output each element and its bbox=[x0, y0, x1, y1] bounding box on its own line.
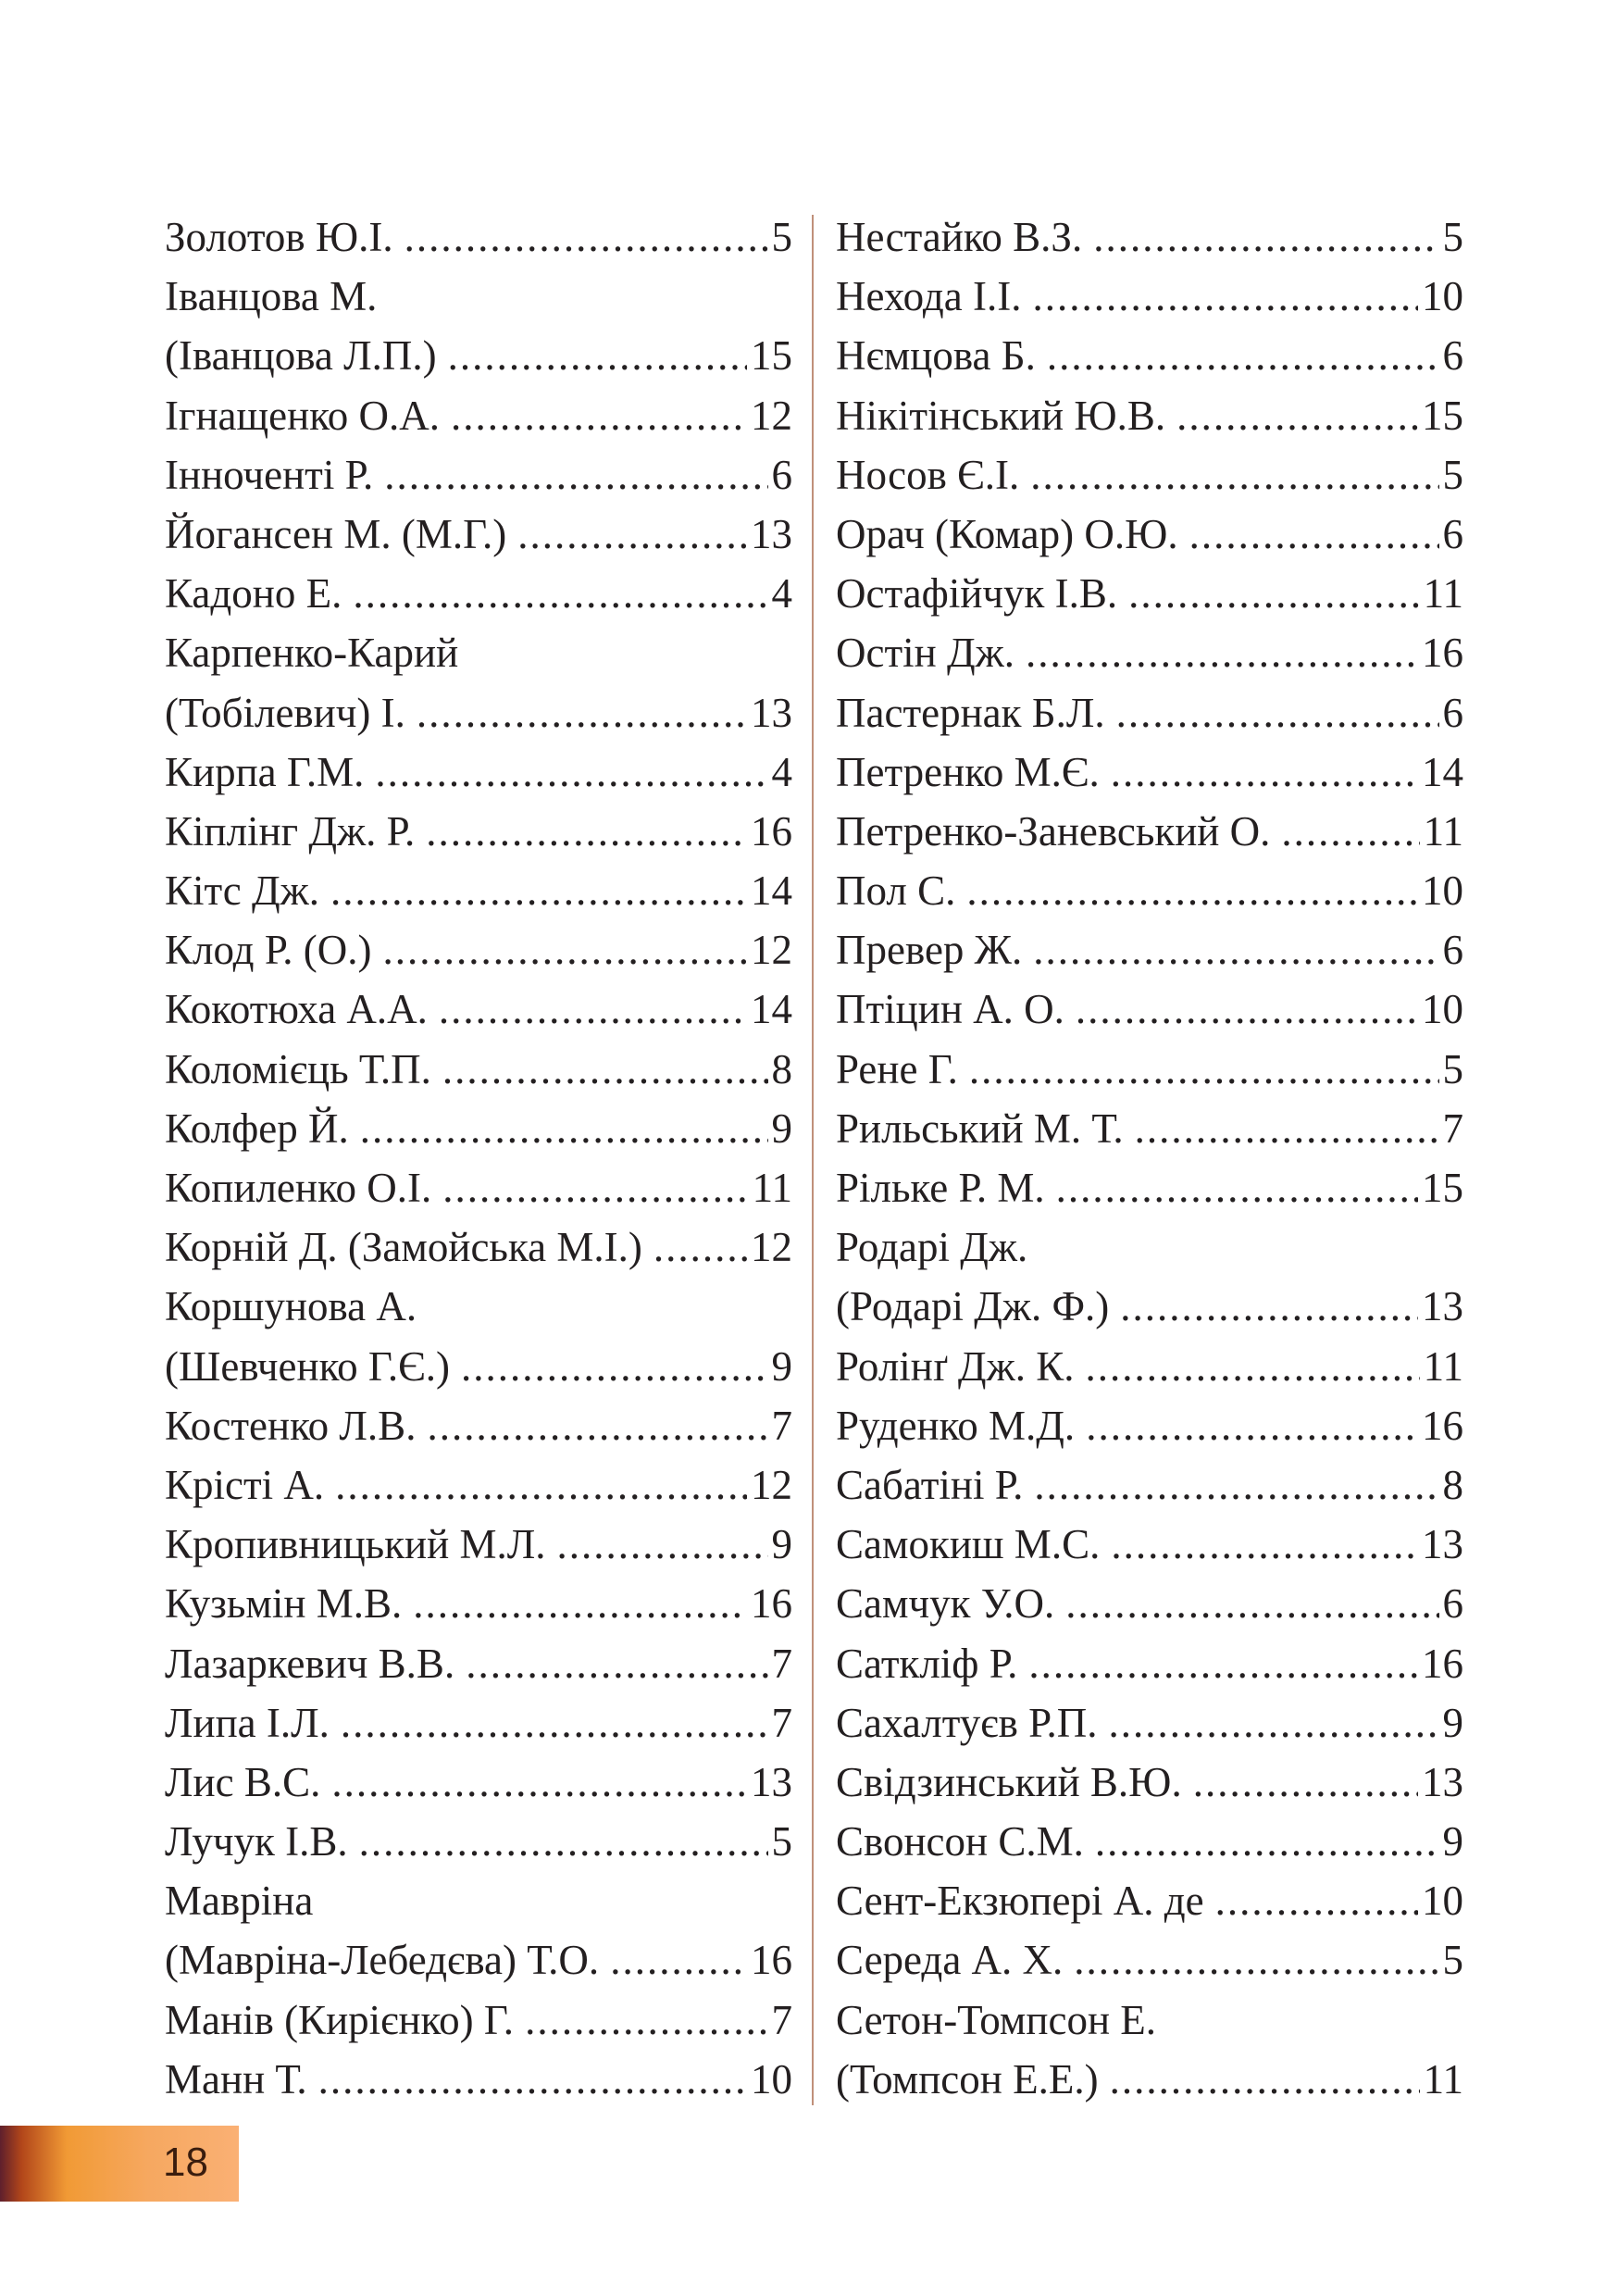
index-entry bbox=[836, 980, 1463, 1039]
entry-name: Середа А. Х. bbox=[836, 1937, 1064, 1984]
entry-page-number: 11 bbox=[752, 1165, 792, 1211]
dot-leader bbox=[341, 1693, 768, 1753]
entry-page-number: 11 bbox=[1423, 807, 1463, 855]
index-entry bbox=[836, 742, 1463, 802]
entry-page-number: 6 bbox=[1442, 332, 1463, 380]
dot-leader bbox=[1111, 1515, 1418, 1574]
entry-name: Кіплінг Дж. Р. bbox=[165, 807, 416, 855]
entry-name: Іванцова М. bbox=[165, 273, 378, 320]
entry-page-number: 12 bbox=[751, 927, 792, 974]
entry-page-number: 5 bbox=[1442, 1045, 1463, 1092]
index-entry bbox=[165, 1634, 792, 1693]
entry-page-number: 16 bbox=[1422, 1640, 1463, 1687]
index-entry bbox=[165, 445, 792, 505]
index-entry bbox=[165, 1990, 792, 2050]
index-entry bbox=[836, 1693, 1463, 1753]
entry-page-number: 9 bbox=[771, 1521, 792, 1568]
entry-name: Ролінґ Дж. К. bbox=[836, 1342, 1075, 1390]
entry-name: Корній Д. (Замойська М.І.) bbox=[165, 1224, 642, 1271]
dot-leader bbox=[426, 802, 747, 861]
entry-name: Кітс Дж. bbox=[165, 867, 319, 915]
entry-name: Саткліф Р. bbox=[836, 1640, 1018, 1687]
dot-leader bbox=[461, 1337, 767, 1396]
entry-name: Колфер Й. bbox=[165, 1104, 349, 1152]
index-entry bbox=[836, 1337, 1463, 1396]
entry-name: Остін Дж. bbox=[836, 630, 1015, 677]
index-entry bbox=[165, 1277, 792, 1336]
index-entry bbox=[165, 2050, 792, 2109]
entry-name: Мавріна bbox=[165, 1878, 314, 1925]
entry-name: Сетон-Томпсон Е. bbox=[836, 1996, 1157, 2043]
index-entry bbox=[165, 1337, 792, 1396]
entry-name: Нємцова Б. bbox=[836, 332, 1036, 380]
entry-name: Нехода І.І. bbox=[836, 273, 1022, 320]
index-entry bbox=[836, 861, 1463, 920]
index-entry bbox=[165, 1040, 792, 1099]
index-entry bbox=[836, 1753, 1463, 1812]
entry-name: Лис В.С. bbox=[165, 1758, 321, 1805]
index-entry bbox=[836, 1871, 1463, 1930]
entry-page-number: 13 bbox=[1422, 1758, 1463, 1805]
entry-page-number: 14 bbox=[1422, 748, 1463, 795]
entry-name: Костенко Л.В. bbox=[165, 1402, 417, 1449]
index-entry bbox=[836, 386, 1463, 445]
index-entry bbox=[836, 326, 1463, 385]
index-entry bbox=[165, 564, 792, 623]
entry-page-number: 7 bbox=[771, 1699, 792, 1746]
entry-name: Липа І.Л. bbox=[165, 1699, 330, 1746]
index-entry bbox=[165, 267, 792, 326]
index-entry bbox=[836, 267, 1463, 326]
dot-leader bbox=[442, 1158, 748, 1217]
dot-leader bbox=[335, 1455, 747, 1515]
index-entry bbox=[165, 1099, 792, 1158]
dot-leader bbox=[439, 980, 747, 1039]
entry-page-number: 16 bbox=[1422, 630, 1463, 677]
index-entry bbox=[165, 802, 792, 861]
entry-name: Превер Ж. bbox=[836, 927, 1023, 974]
entry-page-number: 5 bbox=[1442, 214, 1463, 260]
dot-leader bbox=[384, 445, 767, 505]
entry-name: Носов Є.І. bbox=[836, 451, 1020, 498]
entry-name: Самокиш М.С. bbox=[836, 1521, 1101, 1568]
entry-page-number: 4 bbox=[771, 570, 792, 618]
dot-leader bbox=[331, 1753, 747, 1812]
dot-leader bbox=[1193, 1753, 1418, 1812]
index-entry bbox=[836, 802, 1463, 861]
entry-page-number: 9 bbox=[1442, 1818, 1463, 1866]
index-entry bbox=[836, 505, 1463, 564]
dot-leader bbox=[1056, 1158, 1418, 1217]
entry-name: Золотов Ю.І. bbox=[165, 214, 393, 260]
dot-leader bbox=[1086, 1396, 1418, 1455]
index-entry bbox=[165, 1455, 792, 1515]
entry-name: Петренко-Заневський О. bbox=[836, 807, 1271, 855]
dot-leader bbox=[1110, 2050, 1420, 2109]
entry-page-number: 10 bbox=[1422, 1878, 1463, 1925]
dot-leader bbox=[1028, 1634, 1418, 1693]
entry-page-number: 6 bbox=[1442, 510, 1463, 557]
entry-name: Сент-Екзюпері А. де bbox=[836, 1878, 1204, 1925]
entry-name: Свонсон С.М. bbox=[836, 1818, 1084, 1866]
entry-name: Йогансен М. (М.Г.) bbox=[165, 510, 507, 557]
index-entry bbox=[836, 1099, 1463, 1158]
entry-page-number: 13 bbox=[1422, 1283, 1463, 1330]
dot-leader bbox=[1032, 267, 1418, 326]
entry-name: Рільке Р. М. bbox=[836, 1165, 1045, 1211]
entry-page-number: 9 bbox=[771, 1342, 792, 1390]
index-entry bbox=[165, 1812, 792, 1871]
entry-page-number: 11 bbox=[1423, 570, 1463, 618]
dot-leader bbox=[610, 1930, 747, 1990]
entry-page-number: 13 bbox=[1422, 1521, 1463, 1568]
index-entry bbox=[836, 1396, 1463, 1455]
entry-page-number: 5 bbox=[771, 214, 792, 260]
entry-page-number: 15 bbox=[751, 332, 792, 380]
index-entry bbox=[836, 1217, 1463, 1277]
dot-leader bbox=[969, 1040, 1439, 1099]
entry-page-number: 10 bbox=[1422, 986, 1463, 1033]
entry-page-number: 6 bbox=[1442, 689, 1463, 736]
entry-page-number: 16 bbox=[751, 1937, 792, 1984]
entry-name: Орач (Комар) О.Ю. bbox=[836, 510, 1178, 557]
entry-page-number: 5 bbox=[1442, 1937, 1463, 1984]
entry-name: (Томпсон Е.Е.) bbox=[836, 2055, 1099, 2103]
dot-leader bbox=[1030, 445, 1438, 505]
entry-page-number: 8 bbox=[1442, 1461, 1463, 1508]
entry-name: Коршунова А. bbox=[165, 1283, 417, 1330]
entry-page-number: 10 bbox=[1422, 867, 1463, 915]
dot-leader bbox=[1065, 1574, 1438, 1633]
entry-page-number: 13 bbox=[751, 510, 792, 557]
index-entry bbox=[165, 683, 792, 742]
entry-name: Кокотюха А.А. bbox=[165, 986, 428, 1033]
page-number: 18 bbox=[163, 2140, 208, 2185]
entry-page-number: 7 bbox=[1442, 1104, 1463, 1152]
dot-leader bbox=[1074, 1930, 1438, 1990]
entry-page-number: 12 bbox=[751, 1224, 792, 1271]
index-entry bbox=[165, 861, 792, 920]
index-entry bbox=[836, 207, 1463, 267]
dot-leader bbox=[1189, 505, 1439, 564]
entry-page-number: 10 bbox=[751, 2055, 792, 2103]
index-entry bbox=[165, 1158, 792, 1217]
dot-leader bbox=[1047, 326, 1439, 385]
index-entry bbox=[836, 683, 1463, 742]
index-entry bbox=[165, 326, 792, 385]
entry-name: Сахалтуєв Р.П. bbox=[836, 1699, 1098, 1746]
dot-leader bbox=[1076, 980, 1418, 1039]
index-column-left bbox=[165, 207, 792, 2109]
index-entry bbox=[836, 1515, 1463, 1574]
index-entry bbox=[165, 1693, 792, 1753]
dot-leader bbox=[318, 2050, 747, 2109]
entry-name: Крісті А. bbox=[165, 1461, 325, 1508]
index-entry bbox=[165, 1396, 792, 1455]
entry-name: (Іванцова Л.П.) bbox=[165, 332, 437, 380]
entry-page-number: 16 bbox=[751, 807, 792, 855]
dot-leader bbox=[1215, 1871, 1418, 1930]
entry-page-number: 8 bbox=[771, 1045, 792, 1092]
entry-name: Кузьмін М.В. bbox=[165, 1580, 403, 1628]
index-entry bbox=[165, 1217, 792, 1277]
dot-leader bbox=[1111, 742, 1418, 802]
index-entry bbox=[836, 920, 1463, 980]
dot-leader bbox=[1095, 1812, 1439, 1871]
index-entry bbox=[836, 1574, 1463, 1633]
index-entry bbox=[165, 505, 792, 564]
entry-name: Пастернак Б.Л. bbox=[836, 689, 1105, 736]
index-entry bbox=[836, 623, 1463, 682]
dot-leader bbox=[1281, 802, 1419, 861]
entry-page-number: 15 bbox=[1422, 392, 1463, 439]
entry-page-number: 9 bbox=[771, 1104, 792, 1152]
dot-leader bbox=[417, 683, 747, 742]
entry-page-number: 7 bbox=[771, 1996, 792, 2043]
dot-leader bbox=[330, 861, 747, 920]
dot-leader bbox=[517, 505, 747, 564]
entry-name: Карпенко-Карий bbox=[165, 630, 459, 677]
entry-name: Птіцин А. О. bbox=[836, 986, 1064, 1033]
index-entry bbox=[165, 920, 792, 980]
entry-name: Свідзинський В.Ю. bbox=[836, 1758, 1182, 1805]
index-entry bbox=[836, 1040, 1463, 1099]
entry-name: Лучук І.В. bbox=[165, 1818, 348, 1866]
dot-leader bbox=[653, 1217, 747, 1277]
entry-name: Коломієць Т.П. bbox=[165, 1045, 431, 1092]
entry-name: Петренко М.Є. bbox=[836, 748, 1100, 795]
entry-page-number: 9 bbox=[1442, 1699, 1463, 1746]
entry-page-number: 6 bbox=[771, 451, 792, 498]
entry-page-number: 13 bbox=[751, 689, 792, 736]
entry-name: Кадоно Е. bbox=[165, 570, 342, 618]
dot-leader bbox=[466, 1634, 767, 1693]
entry-page-number: 14 bbox=[751, 986, 792, 1033]
entry-name: Ігнащенко О.А. bbox=[165, 392, 441, 439]
index-entry bbox=[836, 1990, 1463, 2050]
dot-leader bbox=[442, 1040, 768, 1099]
entry-name: Лазаркевич В.В. bbox=[165, 1640, 455, 1687]
entry-page-number: 4 bbox=[771, 748, 792, 795]
dot-leader bbox=[448, 326, 747, 385]
entry-name: Нестайко В.З. bbox=[836, 214, 1083, 260]
entry-name: Родарі Дж. bbox=[836, 1224, 1028, 1271]
entry-name: Кропивницький М.Л. bbox=[165, 1521, 546, 1568]
index-entry bbox=[165, 1753, 792, 1812]
entry-page-number: 5 bbox=[771, 1818, 792, 1866]
column-divider bbox=[812, 215, 814, 2105]
dot-leader bbox=[1128, 564, 1420, 623]
entry-page-number: 7 bbox=[771, 1640, 792, 1687]
entry-page-number: 6 bbox=[1442, 1580, 1463, 1628]
entry-name: (Тобілевич) І. bbox=[165, 689, 405, 736]
entry-page-number: 13 bbox=[751, 1758, 792, 1805]
index-entry bbox=[836, 1277, 1463, 1336]
dot-leader bbox=[451, 386, 747, 445]
entry-page-number: 14 bbox=[751, 867, 792, 915]
index-entry bbox=[836, 445, 1463, 505]
dot-leader bbox=[404, 207, 768, 267]
entry-name: Остафійчук І.В. bbox=[836, 570, 1118, 618]
entry-name: Інноченті Р. bbox=[165, 451, 374, 498]
index-entry bbox=[836, 1158, 1463, 1217]
index-entry bbox=[165, 1574, 792, 1633]
index-entry bbox=[836, 1812, 1463, 1871]
index-entry bbox=[836, 2050, 1463, 2109]
dot-leader bbox=[1026, 623, 1418, 682]
index-entry bbox=[165, 623, 792, 682]
dot-leader bbox=[1135, 1099, 1439, 1158]
dot-leader bbox=[375, 742, 767, 802]
entry-page-number: 11 bbox=[1423, 1342, 1463, 1390]
entry-name: Рене Г. bbox=[836, 1045, 958, 1092]
entry-name: (Родарі Дж. Ф.) bbox=[836, 1283, 1110, 1330]
entry-page-number: 12 bbox=[751, 392, 792, 439]
dot-leader bbox=[1116, 683, 1439, 742]
dot-leader bbox=[413, 1574, 747, 1633]
entry-name: Пол С. bbox=[836, 867, 956, 915]
entry-name: Руденко М.Д. bbox=[836, 1402, 1076, 1449]
entry-page-number: 12 bbox=[751, 1461, 792, 1508]
index-entry bbox=[836, 564, 1463, 623]
entry-name: Рильський М. Т. bbox=[836, 1104, 1124, 1152]
dot-leader bbox=[382, 920, 747, 980]
index-entry bbox=[165, 207, 792, 267]
index-entry bbox=[165, 1871, 792, 1930]
entry-name: Клод Р. (О.) bbox=[165, 927, 372, 974]
dot-leader bbox=[525, 1990, 767, 2050]
dot-leader bbox=[1120, 1277, 1418, 1336]
dot-leader bbox=[1093, 207, 1438, 267]
entry-page-number: 16 bbox=[1422, 1402, 1463, 1449]
index-entry bbox=[165, 980, 792, 1039]
dot-leader bbox=[1033, 920, 1438, 980]
index-entry bbox=[836, 1930, 1463, 1990]
dot-leader bbox=[1085, 1337, 1419, 1396]
dot-leader bbox=[427, 1396, 767, 1455]
entry-page-number: 11 bbox=[1423, 2055, 1463, 2103]
dot-leader bbox=[360, 1099, 768, 1158]
entry-page-number: 6 bbox=[1442, 927, 1463, 974]
index-entry bbox=[165, 1930, 792, 1990]
entry-name: Самчук У.О. bbox=[836, 1580, 1055, 1628]
entry-name: Манів (Кирієнко) Г. bbox=[165, 1996, 515, 2043]
dot-leader bbox=[359, 1812, 768, 1871]
entry-name: Сабатіні Р. bbox=[836, 1461, 1024, 1508]
entry-name: (Шевченко Г.Є.) bbox=[165, 1342, 451, 1390]
entry-page-number: 10 bbox=[1422, 273, 1463, 320]
index-entry bbox=[836, 1634, 1463, 1693]
entry-name: Кирпа Г.М. bbox=[165, 748, 365, 795]
dot-leader bbox=[557, 1515, 768, 1574]
entry-name: Копиленко О.І. bbox=[165, 1165, 432, 1211]
dot-leader bbox=[966, 861, 1418, 920]
index-entry bbox=[165, 742, 792, 802]
index-column-right bbox=[836, 207, 1463, 2109]
entry-page-number: 7 bbox=[771, 1402, 792, 1449]
index-entry bbox=[165, 386, 792, 445]
dot-leader bbox=[1109, 1693, 1439, 1753]
entry-name: Нікітінський Ю.В. bbox=[836, 392, 1166, 439]
entry-name: Манн Т. bbox=[165, 2055, 307, 2103]
index-entry bbox=[165, 1515, 792, 1574]
index-entry bbox=[836, 1455, 1463, 1515]
dot-leader bbox=[353, 564, 767, 623]
entry-page-number: 5 bbox=[1442, 451, 1463, 498]
entry-page-number: 15 bbox=[1422, 1165, 1463, 1211]
dot-leader bbox=[1034, 1455, 1438, 1515]
entry-page-number: 16 bbox=[751, 1580, 792, 1628]
entry-name: (Мавріна-Лебедєва) Т.О. bbox=[165, 1937, 600, 1984]
dot-leader bbox=[1176, 386, 1418, 445]
